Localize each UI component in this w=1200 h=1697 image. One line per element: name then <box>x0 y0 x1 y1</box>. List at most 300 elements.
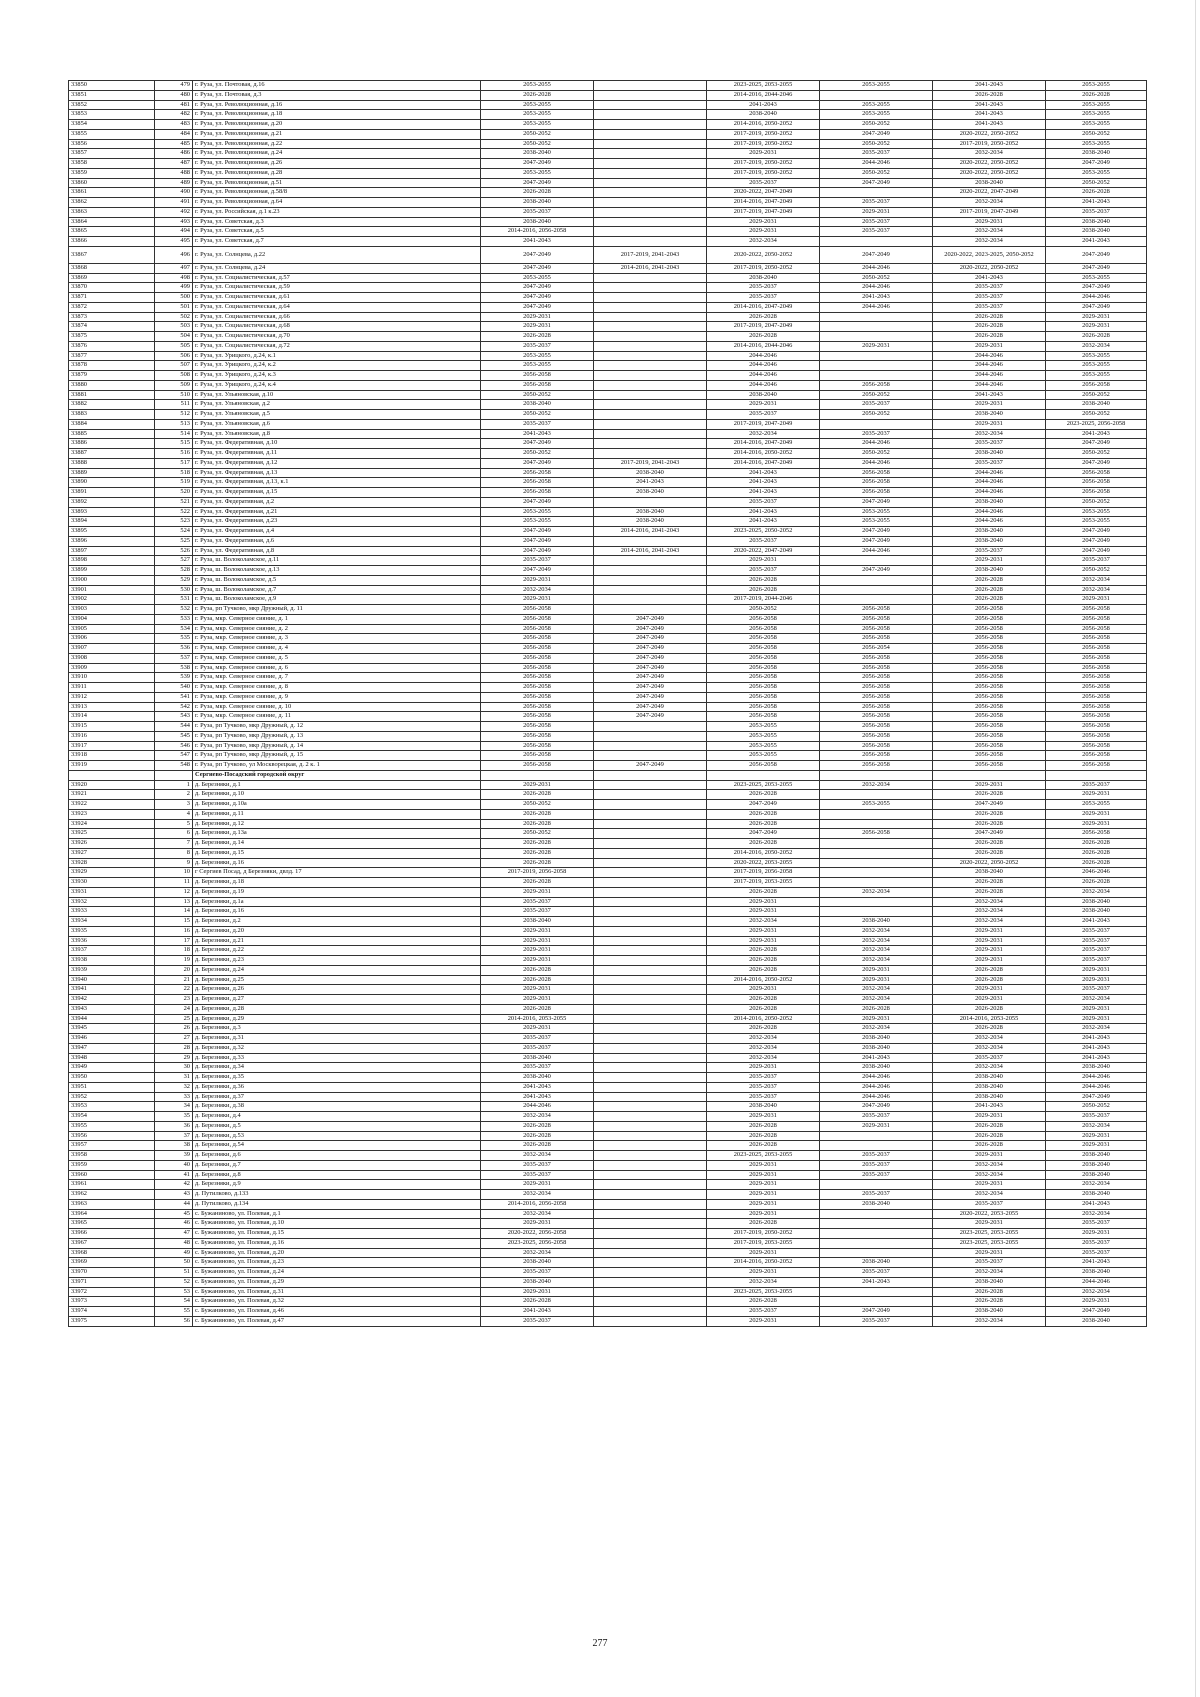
cell-period-6: 2029-2031 <box>1046 1014 1147 1024</box>
cell-period-1: 2047-2049 <box>481 159 594 169</box>
cell-period-5: 2029-2031 <box>933 956 1046 966</box>
cell-period-4 <box>820 1219 933 1229</box>
cell-period-2 <box>594 312 707 322</box>
cell-period-3: 2041-2043 <box>707 100 820 110</box>
table-row <box>69 1180 1147 1190</box>
cell-period-6: 2041-2043 <box>1046 237 1147 247</box>
cell-row-number: 3 <box>155 800 193 810</box>
cell-period-4: 2032-2034 <box>820 887 933 897</box>
cell-period-4 <box>820 1238 933 1248</box>
cell-period-2 <box>594 1190 707 1200</box>
cell-row-number: 531 <box>155 595 193 605</box>
cell-period-1: 2038-2040 <box>481 400 594 410</box>
cell-row-number: 28 <box>155 1043 193 1053</box>
cell-period-4: 2053-2055 <box>820 507 933 517</box>
cell-period-4: 2050-2052 <box>820 168 933 178</box>
cell-address: г. Руза, рп Тучково, мкр Дружный, д. 15 <box>193 751 481 761</box>
cell-period-6: 2053-2055 <box>1046 800 1147 810</box>
cell-period-2 <box>594 1316 707 1326</box>
cell-row-id: 33958 <box>69 1151 155 1161</box>
table-row <box>69 1238 1147 1248</box>
cell-row-id: 33974 <box>69 1307 155 1317</box>
cell-period-2 <box>594 273 707 283</box>
cell-period-5: 2056-2058 <box>933 653 1046 663</box>
cell-address: г. Руза, ул. Социалистическая, д.66 <box>193 312 481 322</box>
cell-period-2 <box>594 188 707 198</box>
table-row <box>69 168 1147 178</box>
cell-address: г. Руза, мкр. Северное сияние, д. 10 <box>193 702 481 712</box>
cell-period-5: 2026-2028 <box>933 1004 1046 1014</box>
cell-period-5: 2056-2058 <box>933 614 1046 624</box>
cell-period-5: 2035-2037 <box>933 1199 1046 1209</box>
cell-row-id: 33911 <box>69 683 155 693</box>
cell-period-2: 2047-2049 <box>594 683 707 693</box>
cell-address: г. Руза, ш. Волоколамское, д.9 <box>193 595 481 605</box>
cell-period-3: 2056-2058 <box>707 683 820 693</box>
cell-row-id: 33926 <box>69 839 155 849</box>
table-row <box>69 887 1147 897</box>
cell-address: д. Березняки, д.22 <box>193 946 481 956</box>
cell-period-3: 2041-2043 <box>707 507 820 517</box>
cell-row-number: 26 <box>155 1024 193 1034</box>
table-row <box>69 1112 1147 1122</box>
cell-period-5: 2026-2028 <box>933 878 1046 888</box>
cell-period-6: 2056-2058 <box>1046 634 1147 644</box>
cell-period-5: 2038-2040 <box>933 449 1046 459</box>
cell-period-5: 2032-2034 <box>933 917 1046 927</box>
cell-period-4 <box>820 585 933 595</box>
scan-edge-line <box>1195 0 1196 1697</box>
cell-period-5: 2026-2028 <box>933 965 1046 975</box>
cell-address: г. Руза, ул. Солнцева, д.24 <box>193 263 481 273</box>
cell-period-3: 2029-2031 <box>707 217 820 227</box>
cell-period-4 <box>820 361 933 371</box>
table-row <box>69 1014 1147 1024</box>
cell-address: д. Березняки, д.10 <box>193 790 481 800</box>
cell-period-2 <box>594 566 707 576</box>
table-row <box>69 81 1147 91</box>
cell-period-4: 2056-2058 <box>820 653 933 663</box>
cell-row-id: 33915 <box>69 722 155 732</box>
cell-period-6: 2035-2037 <box>1046 1248 1147 1258</box>
cell-period-4: 2029-2031 <box>820 207 933 217</box>
cell-period-4: 2032-2034 <box>820 956 933 966</box>
cell-row-id: 33865 <box>69 227 155 237</box>
cell-row-number: 492 <box>155 207 193 217</box>
cell-period-1: 2041-2043 <box>481 237 594 247</box>
cell-address: г. Руза, ул. Революционная, д.51 <box>193 178 481 188</box>
cell-period-6: 2026-2028 <box>1046 839 1147 849</box>
cell-period-3: 2023-2025, 2050-2052 <box>707 527 820 537</box>
cell-row-id: 33968 <box>69 1248 155 1258</box>
cell-row-id: 33969 <box>69 1258 155 1268</box>
cell-period-2 <box>594 751 707 761</box>
cell-period-6: 2053-2055 <box>1046 81 1147 91</box>
cell-period-1: 2026-2028 <box>481 1121 594 1131</box>
cell-row-number: 30 <box>155 1063 193 1073</box>
cell-period-5: 2041-2043 <box>933 273 1046 283</box>
table-row <box>69 273 1147 283</box>
cell-row-number: 25 <box>155 1014 193 1024</box>
table-row <box>69 556 1147 566</box>
cell-period-4 <box>820 312 933 322</box>
cell-period-6: 2032-2034 <box>1046 887 1147 897</box>
cell-period-6: 2056-2058 <box>1046 605 1147 615</box>
table-row <box>69 293 1147 303</box>
cell-period-3: 2026-2028 <box>707 946 820 956</box>
table-row <box>69 217 1147 227</box>
cell-period-3: 2017-2019, 2056-2058 <box>707 868 820 878</box>
cell-period-2: 2047-2049 <box>594 673 707 683</box>
table-row <box>69 1034 1147 1044</box>
cell-period-6: 2044-2046 <box>1046 293 1147 303</box>
cell-period-4: 2056-2058 <box>820 731 933 741</box>
cell-address: д. Березняки, д.27 <box>193 995 481 1005</box>
cell-period-2 <box>594 536 707 546</box>
table-row <box>69 653 1147 663</box>
cell-period-3: 2035-2037 <box>707 1073 820 1083</box>
cell-period-6: 2053-2055 <box>1046 139 1147 149</box>
cell-row-number: 535 <box>155 634 193 644</box>
table-row <box>69 237 1147 247</box>
cell-period-3: 2035-2037 <box>707 410 820 420</box>
cell-row-number: 488 <box>155 168 193 178</box>
cell-period-4: 2035-2037 <box>820 1170 933 1180</box>
cell-period-1: 2035-2037 <box>481 1268 594 1278</box>
cell-period-6: 2050-2052 <box>1046 178 1147 188</box>
cell-address: г. Руза, ул. Почтовая, д.16 <box>193 81 481 91</box>
cell-period-6: 2056-2058 <box>1046 468 1147 478</box>
cell-period-6: 2056-2058 <box>1046 624 1147 634</box>
schedule-table-body <box>69 81 1147 1327</box>
cell-period-5: 2056-2058 <box>933 712 1046 722</box>
cell-address: г. Руза, ул. Социалистическая, д.59 <box>193 283 481 293</box>
cell-period-3: 2029-2031 <box>707 1160 820 1170</box>
cell-period-3: 2017-2019, 2053-2055 <box>707 878 820 888</box>
cell-period-4: 2056-2058 <box>820 692 933 702</box>
cell-period-3: 2026-2028 <box>707 839 820 849</box>
cell-row-id: 33934 <box>69 917 155 927</box>
cell-address: д. Березняки, д.13а <box>193 829 481 839</box>
cell-period-5: 2029-2031 <box>933 1248 1046 1258</box>
cell-period-1: 2056-2058 <box>481 692 594 702</box>
cell-period-1: 2032-2034 <box>481 1248 594 1258</box>
cell-period-5: 2032-2034 <box>933 1268 1046 1278</box>
cell-period-4: 2047-2049 <box>820 536 933 546</box>
cell-row-number: 513 <box>155 419 193 429</box>
cell-address: д. Березняки, д.31 <box>193 1034 481 1044</box>
table-row <box>69 692 1147 702</box>
cell-period-1: 2038-2040 <box>481 149 594 159</box>
cell-period-2: 2047-2049 <box>594 614 707 624</box>
cell-period-3: 2044-2046 <box>707 380 820 390</box>
cell-period-3: 2014-2016, 2050-2052 <box>707 1014 820 1024</box>
table-row <box>69 624 1147 634</box>
cell-row-id: 33909 <box>69 663 155 673</box>
cell-period-4: 2044-2046 <box>820 283 933 293</box>
cell-period-1: 2035-2037 <box>481 1063 594 1073</box>
cell-period-2 <box>594 722 707 732</box>
cell-period-3: 2032-2034 <box>707 237 820 247</box>
cell-period-3: 2056-2058 <box>707 624 820 634</box>
cell-period-5: 2038-2040 <box>933 497 1046 507</box>
cell-period-5: 2020-2022, 2050-2052 <box>933 858 1046 868</box>
cell-period-4: 2056-2058 <box>820 634 933 644</box>
cell-row-id: 33936 <box>69 936 155 946</box>
cell-period-2 <box>594 809 707 819</box>
cell-period-2 <box>594 1229 707 1239</box>
cell-period-6: 2035-2037 <box>1046 985 1147 995</box>
cell-address: д. Березняки, д.5 <box>193 1121 481 1131</box>
cell-row-number: 48 <box>155 1238 193 1248</box>
cell-row-number: 536 <box>155 644 193 654</box>
cell-address: г. Руза, ул. Урицкого, д.24, к.1 <box>193 351 481 361</box>
cell-period-3: 2038-2040 <box>707 110 820 120</box>
cell-period-4 <box>820 858 933 868</box>
cell-period-1: 2047-2049 <box>481 246 594 263</box>
cell-address: г. Руза, мкр. Северное сияние, д. 7 <box>193 673 481 683</box>
table-row <box>69 741 1147 751</box>
cell-row-number: 525 <box>155 536 193 546</box>
cell-address: г. Руза, ш. Волоколамское, д.5 <box>193 575 481 585</box>
cell-row-number: 537 <box>155 653 193 663</box>
cell-period-4: 2056-2058 <box>820 702 933 712</box>
table-row <box>69 897 1147 907</box>
cell-period-1: 2026-2028 <box>481 975 594 985</box>
cell-period-6: 2056-2058 <box>1046 614 1147 624</box>
cell-period-6: 2056-2058 <box>1046 731 1147 741</box>
cell-period-5: 2026-2028 <box>933 322 1046 332</box>
cell-period-6: 2047-2049 <box>1046 458 1147 468</box>
cell-period-6: 2029-2031 <box>1046 322 1147 332</box>
cell-period-2 <box>594 936 707 946</box>
cell-period-5: 2023-2025, 2053-2055 <box>933 1229 1046 1239</box>
cell-row-id: 33862 <box>69 198 155 208</box>
cell-row-id: 33902 <box>69 595 155 605</box>
cell-period-4: 2044-2046 <box>820 458 933 468</box>
cell-period-1: 2026-2028 <box>481 858 594 868</box>
cell-address: г. Руза, ул. Революционная, д.18 <box>193 110 481 120</box>
cell-period-4: 2044-2046 <box>820 263 933 273</box>
cell-period-3: 2014-2016, 2044-2046 <box>707 90 820 100</box>
cell-period-3: 2029-2031 <box>707 1180 820 1190</box>
cell-row-number: 501 <box>155 302 193 312</box>
cell-period-6: 2035-2037 <box>1046 1238 1147 1248</box>
table-row <box>69 312 1147 322</box>
cell-period-6: 2056-2058 <box>1046 488 1147 498</box>
cell-period-4: 2053-2055 <box>820 110 933 120</box>
cell-period-1: 2038-2040 <box>481 917 594 927</box>
cell-period-2 <box>594 965 707 975</box>
cell-period-6: 2053-2055 <box>1046 361 1147 371</box>
cell-period-6: 2047-2049 <box>1046 263 1147 273</box>
cell-period-2 <box>594 1112 707 1122</box>
cell-row-id: 33851 <box>69 90 155 100</box>
cell-period-1: 2056-2058 <box>481 624 594 634</box>
cell-period-1: 2035-2037 <box>481 1034 594 1044</box>
cell-period-5: 2032-2034 <box>933 237 1046 247</box>
cell-row-id: 33961 <box>69 1180 155 1190</box>
cell-address: с. Бужаниново, ул. Полевая, д.47 <box>193 1316 481 1326</box>
cell-period-1: 2029-2031 <box>481 956 594 966</box>
cell-period-5: 2032-2034 <box>933 1170 1046 1180</box>
schedule-table <box>68 80 1147 1327</box>
cell-period-1: 2038-2040 <box>481 1073 594 1083</box>
cell-row-id: 33899 <box>69 566 155 576</box>
cell-period-5: 2038-2040 <box>933 1073 1046 1083</box>
cell-row-id: 33957 <box>69 1141 155 1151</box>
cell-period-6: 2038-2040 <box>1046 149 1147 159</box>
cell-address: г. Руза, мкр. Северное сияние, д. 4 <box>193 644 481 654</box>
cell-address: Сергиево-Посадский городской округ <box>193 770 481 780</box>
cell-period-4: 2044-2046 <box>820 302 933 312</box>
page-number: 277 <box>592 1638 608 1649</box>
cell-period-2 <box>594 1151 707 1161</box>
cell-row-id: 33852 <box>69 100 155 110</box>
cell-period-1: 2050-2052 <box>481 129 594 139</box>
table-row <box>69 1063 1147 1073</box>
cell-period-5: 2026-2028 <box>933 839 1046 849</box>
cell-period-2 <box>594 1082 707 1092</box>
cell-period-3: 2035-2037 <box>707 283 820 293</box>
cell-period-3: 2056-2058 <box>707 673 820 683</box>
cell-period-3: 2023-2025, 2053-2055 <box>707 1151 820 1161</box>
table-row <box>69 965 1147 975</box>
cell-period-1: 2047-2049 <box>481 566 594 576</box>
cell-period-2 <box>594 129 707 139</box>
table-row <box>69 702 1147 712</box>
cell-row-id: 33912 <box>69 692 155 702</box>
cell-period-1: 2044-2046 <box>481 1102 594 1112</box>
cell-period-5: 2032-2034 <box>933 1063 1046 1073</box>
cell-period-5: 2026-2028 <box>933 848 1046 858</box>
cell-period-5: 2044-2046 <box>933 468 1046 478</box>
cell-address: г. Руза, ул. Почтовая, д.3 <box>193 90 481 100</box>
cell-period-3: 2029-2031 <box>707 926 820 936</box>
cell-address: г. Руза, ул. Революционная, д.26 <box>193 159 481 169</box>
cell-address: д. Березняки, д.1а <box>193 897 481 907</box>
cell-period-2 <box>594 1141 707 1151</box>
cell-period-2 <box>594 780 707 790</box>
cell-period-3: 2044-2046 <box>707 371 820 381</box>
cell-row-number: 39 <box>155 1151 193 1161</box>
cell-period-6: 2038-2040 <box>1046 897 1147 907</box>
cell-address: г. Руза, ул. Советская, д.5 <box>193 227 481 237</box>
cell-period-5: 2032-2034 <box>933 1034 1046 1044</box>
cell-period-6: 2032-2034 <box>1046 1121 1147 1131</box>
cell-address: г. Руза, ул. Федеративная, д.13, к.1 <box>193 478 481 488</box>
table-row <box>69 722 1147 732</box>
cell-period-4: 2047-2049 <box>820 129 933 139</box>
cell-row-id: 33895 <box>69 527 155 537</box>
cell-period-5: 2038-2040 <box>933 868 1046 878</box>
cell-period-1: 2029-2031 <box>481 1219 594 1229</box>
cell-row-id: 33933 <box>69 907 155 917</box>
cell-period-3: 2053-2055 <box>707 722 820 732</box>
cell-period-4: 2038-2040 <box>820 917 933 927</box>
cell-period-3: 2026-2028 <box>707 1024 820 1034</box>
cell-period-5: 2026-2028 <box>933 90 1046 100</box>
cell-period-5: 2056-2058 <box>933 761 1046 771</box>
cell-period-1: 2038-2040 <box>481 1277 594 1287</box>
cell-row-id: 33972 <box>69 1287 155 1297</box>
cell-period-3: 2020-2022, 2053-2055 <box>707 858 820 868</box>
cell-period-5: 2029-2031 <box>933 419 1046 429</box>
cell-period-4: 2035-2037 <box>820 1151 933 1161</box>
cell-address: д. Березняки, д.38 <box>193 1102 481 1112</box>
cell-row-id: 33914 <box>69 712 155 722</box>
cell-period-3: 2017-2019, 2047-2049 <box>707 207 820 217</box>
table-row <box>69 1307 1147 1317</box>
cell-period-4: 2056-2058 <box>820 488 933 498</box>
cell-period-6: 2038-2040 <box>1046 1063 1147 1073</box>
cell-period-4: 2047-2049 <box>820 566 933 576</box>
cell-period-1: 2035-2037 <box>481 1170 594 1180</box>
cell-address: г. Руза, ш. Волоколамское, д.7 <box>193 585 481 595</box>
cell-period-2 <box>594 995 707 1005</box>
cell-period-1: 2056-2058 <box>481 380 594 390</box>
table-row <box>69 341 1147 351</box>
cell-period-6: 2053-2055 <box>1046 371 1147 381</box>
table-row <box>69 985 1147 995</box>
cell-row-id: 33872 <box>69 302 155 312</box>
cell-period-2 <box>594 1287 707 1297</box>
cell-period-3: 2029-2031 <box>707 897 820 907</box>
cell-period-5: 2035-2037 <box>933 546 1046 556</box>
cell-row-number: 481 <box>155 100 193 110</box>
cell-period-3: 2032-2034 <box>707 1277 820 1287</box>
cell-address: г. Руза, ул. Социалистическая, д.70 <box>193 332 481 342</box>
table-row <box>69 120 1147 130</box>
cell-period-6: 2026-2028 <box>1046 858 1147 868</box>
cell-row-number: 498 <box>155 273 193 283</box>
cell-period-1: 2026-2028 <box>481 1141 594 1151</box>
table-row <box>69 673 1147 683</box>
cell-period-4: 2053-2055 <box>820 517 933 527</box>
table-row <box>69 1190 1147 1200</box>
cell-period-2: 2047-2049 <box>594 663 707 673</box>
cell-period-4: 2038-2040 <box>820 1043 933 1053</box>
cell-address: г. Руза, ул. Революционная, д.24 <box>193 149 481 159</box>
cell-period-6: 2026-2028 <box>1046 188 1147 198</box>
cell-period-6: 2041-2043 <box>1046 1258 1147 1268</box>
cell-address: г. Руза, ул. Ульяновская, д.10 <box>193 390 481 400</box>
cell-row-id: 33953 <box>69 1102 155 1112</box>
cell-period-3: 2026-2028 <box>707 1219 820 1229</box>
cell-period-4: 2050-2052 <box>820 139 933 149</box>
cell-address: д. Березняки, д.25 <box>193 975 481 985</box>
cell-row-number: 500 <box>155 293 193 303</box>
cell-period-2 <box>594 926 707 936</box>
cell-address: г. Руза, ул. Федеративная, д.11 <box>193 449 481 459</box>
cell-period-2 <box>594 741 707 751</box>
cell-period-4: 2038-2040 <box>820 1034 933 1044</box>
cell-period-3: 2017-2019, 2053-2055 <box>707 1238 820 1248</box>
cell-period-2 <box>594 139 707 149</box>
cell-row-id: 33910 <box>69 673 155 683</box>
cell-period-2 <box>594 1238 707 1248</box>
cell-period-1: 2026-2028 <box>481 848 594 858</box>
cell-period-4 <box>820 575 933 585</box>
cell-period-3: 2014-2016, 2050-2052 <box>707 1258 820 1268</box>
table-row <box>69 1102 1147 1112</box>
cell-address: д. Березняки, д.26 <box>193 985 481 995</box>
cell-period-1: 2038-2040 <box>481 1053 594 1063</box>
cell-row-number: 534 <box>155 624 193 634</box>
cell-period-1: 2056-2058 <box>481 478 594 488</box>
cell-period-1: 2053-2055 <box>481 168 594 178</box>
cell-period-4: 2056-2058 <box>820 683 933 693</box>
